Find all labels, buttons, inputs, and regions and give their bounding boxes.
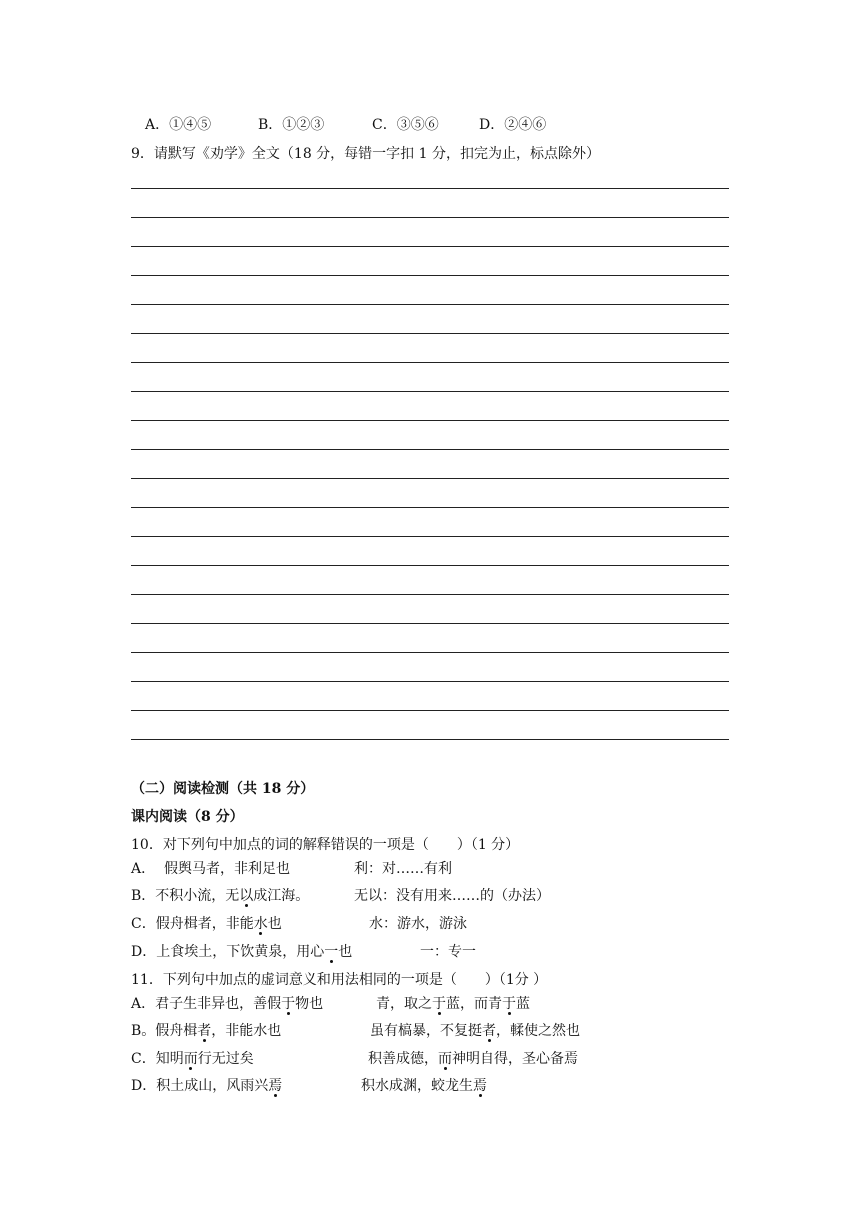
q10-stem: 10．对下列句中加点的词的解释错误的一项是（ ）（1 分） [131,837,520,853]
q10-option-a: A． 假舆马者，非利足也 [131,861,291,877]
answer-line[interactable] [131,623,729,624]
section-subtitle: 课内阅读（8 分） [131,809,244,825]
q10-option-c: C．假舟楫者，非能水也 [131,916,282,932]
answer-line[interactable] [131,507,729,508]
q11-option-c: C．知明而行无过矣 [131,1051,254,1067]
q9-prompt: 9．请默写《劝学》全文（18 分，每错一字扣 1 分，扣完为止，标点除外） [131,146,600,162]
q11-option-d-compare: 积水成渊，蛟龙生焉 [361,1078,487,1094]
q11-option-d: D．积土成山，风雨兴焉 [131,1078,283,1094]
q8-option-d: D．②④⑥ [479,117,547,133]
answer-line[interactable] [131,536,729,537]
answer-line[interactable] [131,362,729,363]
answer-line[interactable] [131,391,729,392]
q10-option-d-note: 一：专一 [420,944,476,960]
answer-line[interactable] [131,304,729,305]
q11-option-a: A．君子生非异也，善假于物也 [131,996,324,1012]
answer-line[interactable] [131,681,729,682]
answer-line[interactable] [131,246,729,247]
answer-line[interactable] [131,710,729,711]
answer-line[interactable] [131,333,729,334]
answer-line[interactable] [131,739,729,740]
answer-line[interactable] [131,217,729,218]
q10-option-b: B．不积小流，无以成江海。 [131,888,310,904]
q10-option-c-note: 水：游水，游泳 [369,916,467,932]
answer-line[interactable] [131,188,729,189]
q11-option-c-compare: 积善成德，而神明自得，圣心备焉 [368,1051,578,1067]
q10-option-d: D．上食埃土，下饮黄泉，用心一也 [131,944,353,960]
q8-option-a: A．①④⑤ [145,117,212,133]
q10-option-b-note: 无以：没有用来……的（办法） [354,888,550,904]
answer-line[interactable] [131,565,729,566]
q8-option-c: C．③⑤⑥ [372,117,439,133]
answer-line[interactable] [131,594,729,595]
q11-stem: 11．下列句中加点的虚词意义和用法相同的一项是（ ）（1分 ） [131,972,548,988]
q11-option-b: B。假舟楫者，非能水也 [131,1023,282,1039]
section-title: （二）阅读检测（共 18 分） [131,781,315,797]
q10-option-a-note: 利：对……有利 [354,861,452,877]
answer-line[interactable] [131,420,729,421]
q11-option-a-compare: 青，取之于蓝，而青于蓝 [376,996,530,1012]
answer-line[interactable] [131,275,729,276]
q8-option-b: B．①②③ [258,117,325,133]
q11-option-b-compare: 虽有槁暴，不复挺者，輮使之然也 [370,1023,580,1039]
answer-line[interactable] [131,449,729,450]
answer-line[interactable] [131,478,729,479]
answer-line[interactable] [131,652,729,653]
